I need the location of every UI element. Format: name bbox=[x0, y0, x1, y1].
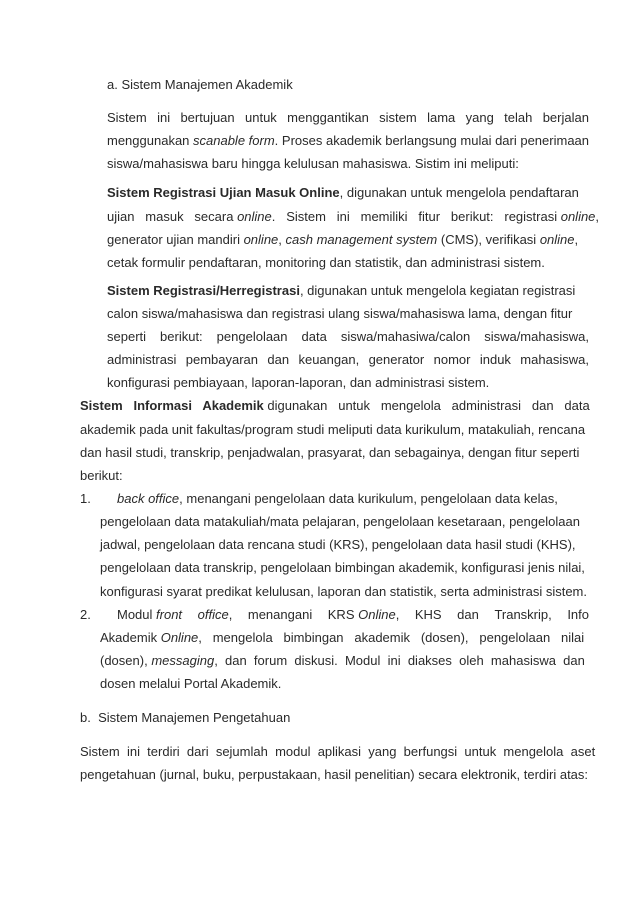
list-item-1-line-2: pengelolaan data matakuliah/mata pelajaran, pengelolaan kesetaraan, pengelolaan bbox=[100, 514, 580, 529]
srh-line-4: administrasi pembayaran dan keuangan, generator nomor induk mahasiswa, bbox=[107, 352, 589, 367]
sia-line-1: Sistem Informasi Akademik digunakan untuk mengelola administrasi dan data bbox=[80, 398, 590, 413]
srh-line-5: konfigurasi pembiayaan, laporan-laporan, dan administrasi sistem. bbox=[107, 375, 490, 390]
section-b-line-2: pengetahuan (jurnal, buku, perpustakaan, hasil penelitian) secara elektronik, terdiri atas: bbox=[80, 767, 589, 782]
list-item-1-line-5: konfigurasi syarat predikat kelulusan, laporan dan statistik, serta administrasi sistem. bbox=[100, 584, 587, 599]
list-item-2-number: 2. bbox=[80, 607, 91, 622]
sia-title: Sistem Informasi Akademik bbox=[80, 398, 264, 413]
srh-line-1: Sistem Registrasi/Herregistrasi, digunakan untuk mengelola kegiatan registrasi bbox=[107, 283, 576, 298]
srum-title: Sistem Registrasi Ujian Masuk Online bbox=[107, 185, 340, 200]
section-a-heading: a. Sistem Manajemen Akademik bbox=[107, 77, 293, 92]
list-item-2-line-3: (dosen), messaging, dan forum diskusi. Modul ini diakses oleh mahasiswa dan bbox=[100, 653, 585, 668]
list-item-1-line-3: jadwal, pengelolaan data rencana studi (KRS), pengelolaan data hasil studi (KHS), bbox=[100, 537, 576, 552]
intro-line-2: menggunakan scanable form. Proses akademik berlangsung mulai dari penerimaan bbox=[107, 133, 590, 148]
sia-line-3: dan hasil studi, transkrip, penjadwalan, prasyarat, dan sebagainya, dengan fitur seperti bbox=[80, 445, 580, 460]
list-item-1-line-1: back office, menangani pengelolaan data kurikulum, pengelolaan data kelas, bbox=[117, 491, 558, 506]
list-item-2-line-2: Akademik Online, mengelola bimbingan akademik (dosen), pengelolaan nilai bbox=[100, 630, 585, 645]
sia-line-4: berikut: bbox=[80, 468, 123, 483]
srum-line-2: ujian masuk secara online. Sistem ini memiliki fitur berikut: registrasi online, bbox=[107, 209, 600, 224]
srh-line-3: seperti berikut: pengelolaan data siswa/mahasiwa/calon siswa/mahasiswa, bbox=[107, 329, 589, 344]
section-b-line-1: Sistem ini terdiri dari sejumlah modul aplikasi yang berfungsi untuk mengelola aset bbox=[80, 744, 596, 759]
section-b-heading: b. Sistem Manajemen Pengetahuan bbox=[80, 710, 291, 725]
list-item-2-line-1: Modul front office, menangani KRS Online, KHS dan Transkrip, Info bbox=[117, 607, 589, 622]
srum-line-3: generator ujian mandiri online, cash management system (CMS), verifikasi online, bbox=[107, 232, 579, 247]
intro-line-1: Sistem ini bertujuan untuk menggantikan sistem lama yang telah berjalan bbox=[107, 110, 589, 125]
srh-line-2: calon siswa/mahasiswa dan registrasi ulang siswa/mahasiswa lama, dengan fitur bbox=[107, 306, 573, 321]
intro-line-3: siswa/mahasiswa baru hingga kelulusan mahasiswa. Sistim ini meliputi: bbox=[107, 156, 519, 171]
sia-line-2: akademik pada unit fakultas/program studi meliputi data kurikulum, matakuliah, rencana bbox=[80, 422, 586, 437]
srum-line-4: cetak formulir pendaftaran, monitoring dan statistik, dan administrasi sistem. bbox=[107, 255, 545, 270]
srh-title: Sistem Registrasi/Herregistrasi bbox=[107, 283, 300, 298]
list-item-1-line-4: pengelolaan data transkrip, pengelolaan bimbingan akademik, konfigurasi jenis nilai, bbox=[100, 560, 585, 575]
srum-line-1: Sistem Registrasi Ujian Masuk Online, digunakan untuk mengelola pendaftaran bbox=[107, 185, 579, 200]
list-item-1-number: 1. bbox=[80, 491, 91, 506]
list-item-2-line-4: dosen melalui Portal Akademik. bbox=[100, 676, 282, 691]
